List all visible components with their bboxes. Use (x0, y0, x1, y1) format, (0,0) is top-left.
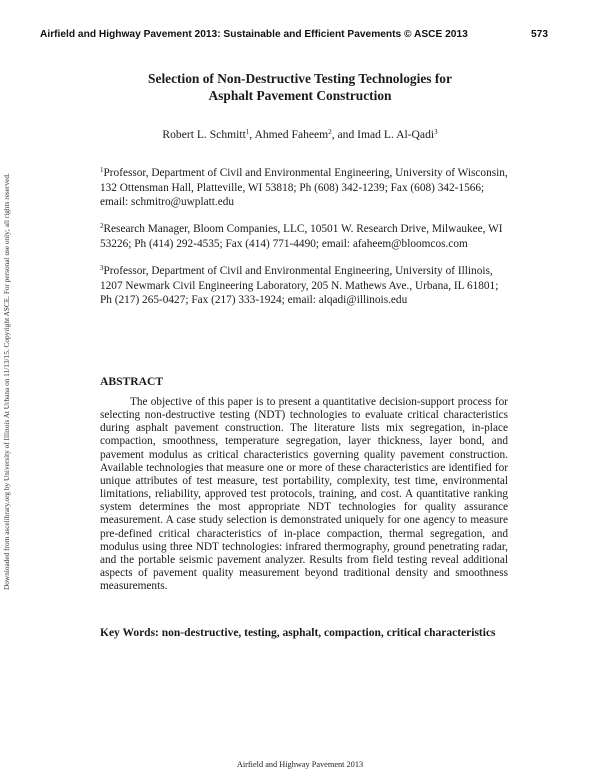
running-header (40, 29, 548, 40)
affiliation-text: Research Manager, Bloom Companies, LLC, 10501 W. Research Drive, Milwaukee, WI 53226; Ph (414) 292-4535; Fax (414) 771-4490; email: afaheem@bloomcos.com (100, 223, 503, 250)
author-name: Imad L. Al-Qadi (357, 128, 435, 141)
author-name: Ahmed Faheem (254, 128, 329, 141)
affiliation-mark: 3 (100, 264, 104, 272)
affiliation-mark: 1 (100, 166, 104, 174)
download-notice (2, 160, 12, 590)
affiliation-2 (100, 222, 508, 251)
author-affil-mark: 2 (328, 128, 332, 136)
paper-title (100, 70, 500, 104)
title-line-1: Selection of Non-Destructive Testing Technologies for (148, 71, 452, 86)
author-separator: , (249, 128, 255, 141)
affiliation-mark: 2 (100, 222, 104, 230)
author-affil-mark: 1 (245, 128, 250, 136)
abstract-body: The objective of this paper is to present a quantitative decision-support process for selecting non-destructive testing (NDT) technologies to evaluate critical characteristics during asphalt pavement construction. The literature lists mix segregation, in-place compaction, smoothness, temperature segregation, layer thickness, layer bond, and pavement modulus as critical characteristics governing quality pavement construction. Available technologies that measure one or more of these characteristics are identified for unique attributes of test measure, test portability, complexity, test time, environmental limitations, reliability, approved test protocols, training, and cost. A quantitative ranking system determines the most appropriate NDT technologies for quality assurance measurement. A case study selection is demonstrated uniquely for one agency to measure pre-defined critical characteristics of in-place compaction, thermal segregation, and modulus using three NDT technologies: infrared thermography, ground penetrating radar, and the portable seismic pavement analyzer. Results from field testing reveal additional aspects of pavement quality measurement beyond traditional density and smoothness measurements. (100, 396, 508, 593)
affiliation-text: Professor, Department of Civil and Environmental Engineering, University of Illinois, 1207 Newmark Civil Engineering Laboratory, 205 N. Mathews Ave., Urbana, IL 61801; Ph (217) 265-0427; Fax (217) 333-1924; email: alqadi@illinois.edu (100, 265, 499, 306)
running-title: Airfield and Highway Pavement 2013: Sustainable and Efficient Pavements © ASCE 2013 (40, 29, 468, 40)
keywords: Key Words: non-destructive, testing, asphalt, compaction, critical characteristics (100, 627, 496, 639)
affiliation-text: Professor, Department of Civil and Environmental Engineering, University of Wisconsin, 132 Ottensman Hall, Platteville, WI 53818; Ph (608) 342-1239; Fax (608) 342-1566; email: schmitro@uwplatt.edu (100, 167, 508, 208)
author-separator: , and (331, 128, 358, 141)
affiliation-3 (100, 264, 508, 308)
author-affil-mark: 3 (434, 128, 438, 136)
page-number: 573 (531, 29, 548, 40)
title-line-2: Asphalt Pavement Construction (208, 88, 392, 103)
author-name: Robert L. Schmitt (162, 128, 246, 141)
author-list (100, 128, 500, 141)
download-notice-text: Downloaded from ascelibrary.org by University of Illinois At Urbana on 11/13/15. Copyright ASCE. For personal use only; all rights reserved. (2, 173, 11, 590)
abstract-heading: ABSTRACT (100, 375, 164, 388)
affiliation-1 (100, 166, 508, 210)
page-footer: Airfield and Highway Pavement 2013 (236, 760, 364, 769)
